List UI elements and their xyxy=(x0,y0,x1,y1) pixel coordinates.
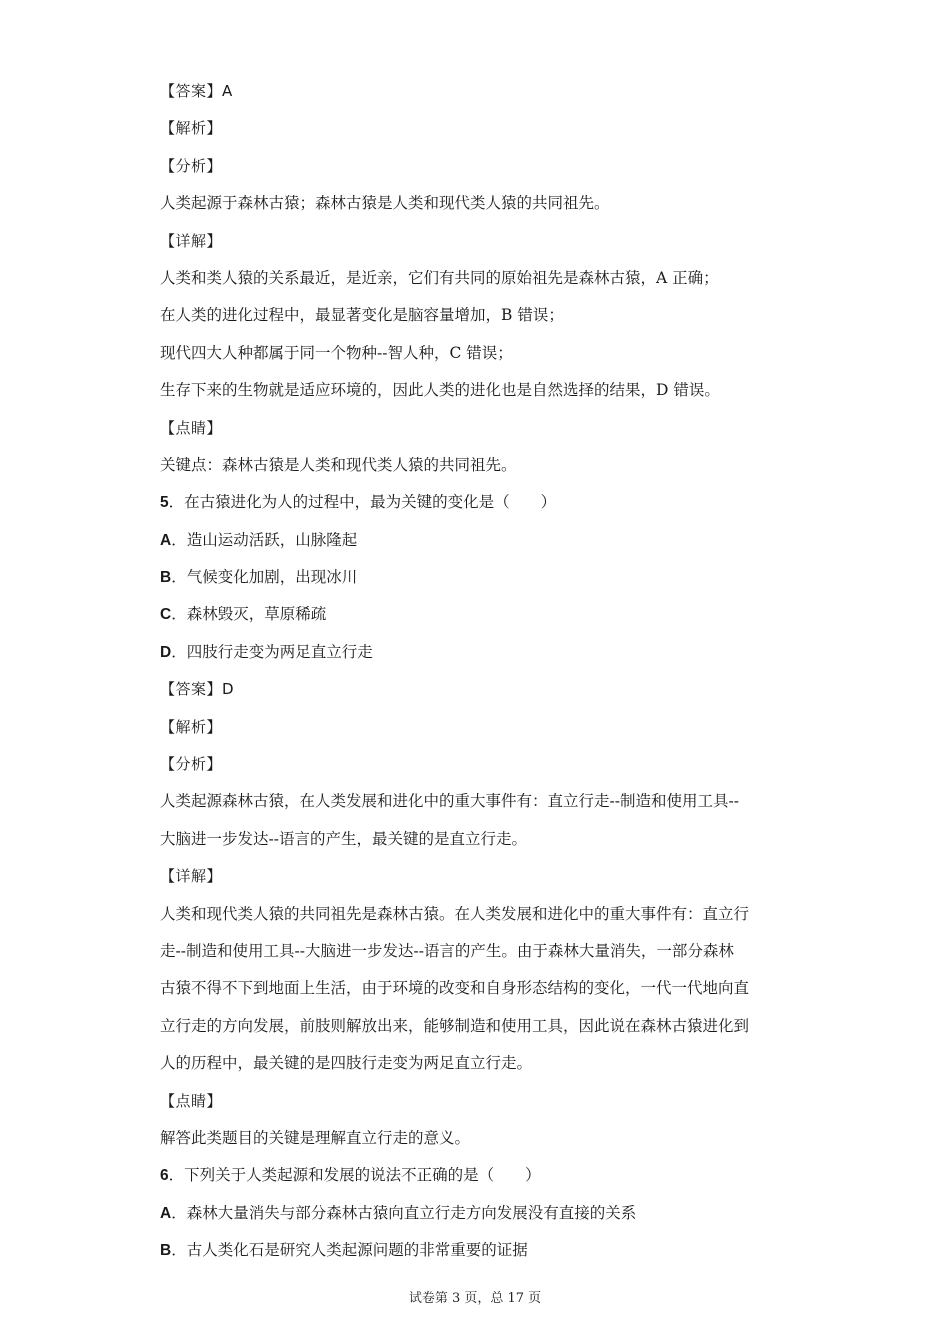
analysis-subheader: 【分析】 xyxy=(160,755,223,774)
option-text: ．森林毁灭，草原稀疏 xyxy=(171,605,327,624)
paragraph-line: 现代四大人种都属于同一个物种--智人种，C 错误； xyxy=(160,343,513,362)
option-text: ．四肢行走变为两足直立行走 xyxy=(171,642,373,661)
paragraph-line: 人类起源森林古猿，在人类发展和进化中的重大事件有：直立行走--制造和使用工具-- xyxy=(160,792,739,811)
question-6 xyxy=(160,1162,800,1199)
paragraph-line: 大脑进一步发达--语言的产生，最关键的是直立行走。 xyxy=(160,829,527,848)
question-5 xyxy=(160,489,800,526)
question-text: ．下列关于人类起源和发展的说法不正确的是（ ） xyxy=(168,1166,541,1185)
option-text: ．森林大量消失与部分森林古猿向直立行走方向发展没有直接的关系 xyxy=(171,1203,637,1222)
paragraph-line: 人类和类人猿的关系最近，是近亲，它们有共同的原始祖先是森林古猿，A 正确； xyxy=(160,268,719,287)
option-label: B xyxy=(160,569,172,587)
option-c xyxy=(160,601,800,638)
paragraph-line: 关键点：森林古猿是人类和现代类人猿的共同祖先。 xyxy=(160,455,517,474)
option-label: A xyxy=(160,531,172,549)
option-a xyxy=(160,527,800,564)
answer-label: 【答案】A xyxy=(160,82,233,100)
paragraph-line: 立行走的方向发展，前肢则解放出来，能够制造和使用工具，因此说在森林古猿进化到 xyxy=(160,1016,750,1035)
option-text: ．气候变化加剧，出现冰川 xyxy=(171,568,358,587)
paragraph-line: 生存下来的生物就是适应环境的，因此人类的进化也是自然选择的结果，D 错误。 xyxy=(160,381,720,400)
option-b xyxy=(160,1237,800,1274)
paragraph-line: 古猿不得不下到地面上生活，由于环境的改变和自身形态结构的变化，一代一代地向直 xyxy=(160,979,750,998)
option-a xyxy=(160,1200,800,1237)
option-label: A xyxy=(160,1204,172,1222)
answer-label: 【答案】D xyxy=(160,680,235,699)
page-footer: 试卷第 3 页，总 17 页 xyxy=(408,1291,542,1306)
key-point-header: 【点睛】 xyxy=(160,1091,223,1110)
paragraph-line: 走--制造和使用工具--大脑进一步发达--语言的产生。由于森林大量消失，一部分森林 xyxy=(160,941,734,960)
page-content xyxy=(160,78,800,1275)
paragraph-line: 人类和现代类人猿的共同祖先是森林古猿。在人类发展和进化中的重大事件有：直立行 xyxy=(160,904,750,923)
option-label: B xyxy=(160,1242,172,1260)
analysis-header: 【解析】 xyxy=(160,119,223,138)
analysis-subheader: 【分析】 xyxy=(160,156,223,175)
paragraph-line: 人的历程中，最关键的是四肢行走变为两足直立行走。 xyxy=(160,1054,533,1073)
paragraph-line: 解答此类题目的关键是理解直立行走的意义。 xyxy=(160,1128,471,1147)
analysis-header: 【解析】 xyxy=(160,717,223,736)
detail-header: 【详解】 xyxy=(160,867,223,886)
question-number: 6 xyxy=(160,1167,169,1185)
option-text: ．古人类化石是研究人类起源问题的非常重要的证据 xyxy=(171,1241,528,1260)
paragraph-line: 在人类的进化过程中，最显著变化是脑容量增加，B 错误； xyxy=(160,306,564,325)
question-number: 5 xyxy=(160,494,169,512)
option-b xyxy=(160,564,800,601)
question-text: ．在古猿进化为人的过程中，最为关键的变化是（ ） xyxy=(168,493,557,512)
option-d xyxy=(160,639,800,676)
option-label: C xyxy=(160,606,172,624)
paragraph-line: 人类起源于森林古猿；森林古猿是人类和现代类人猿的共同祖先。 xyxy=(160,194,610,213)
detail-header: 【详解】 xyxy=(160,231,223,250)
option-label: D xyxy=(160,643,172,661)
key-point-header: 【点睛】 xyxy=(160,418,223,437)
option-text: ．造山运动活跃，山脉隆起 xyxy=(171,530,358,549)
